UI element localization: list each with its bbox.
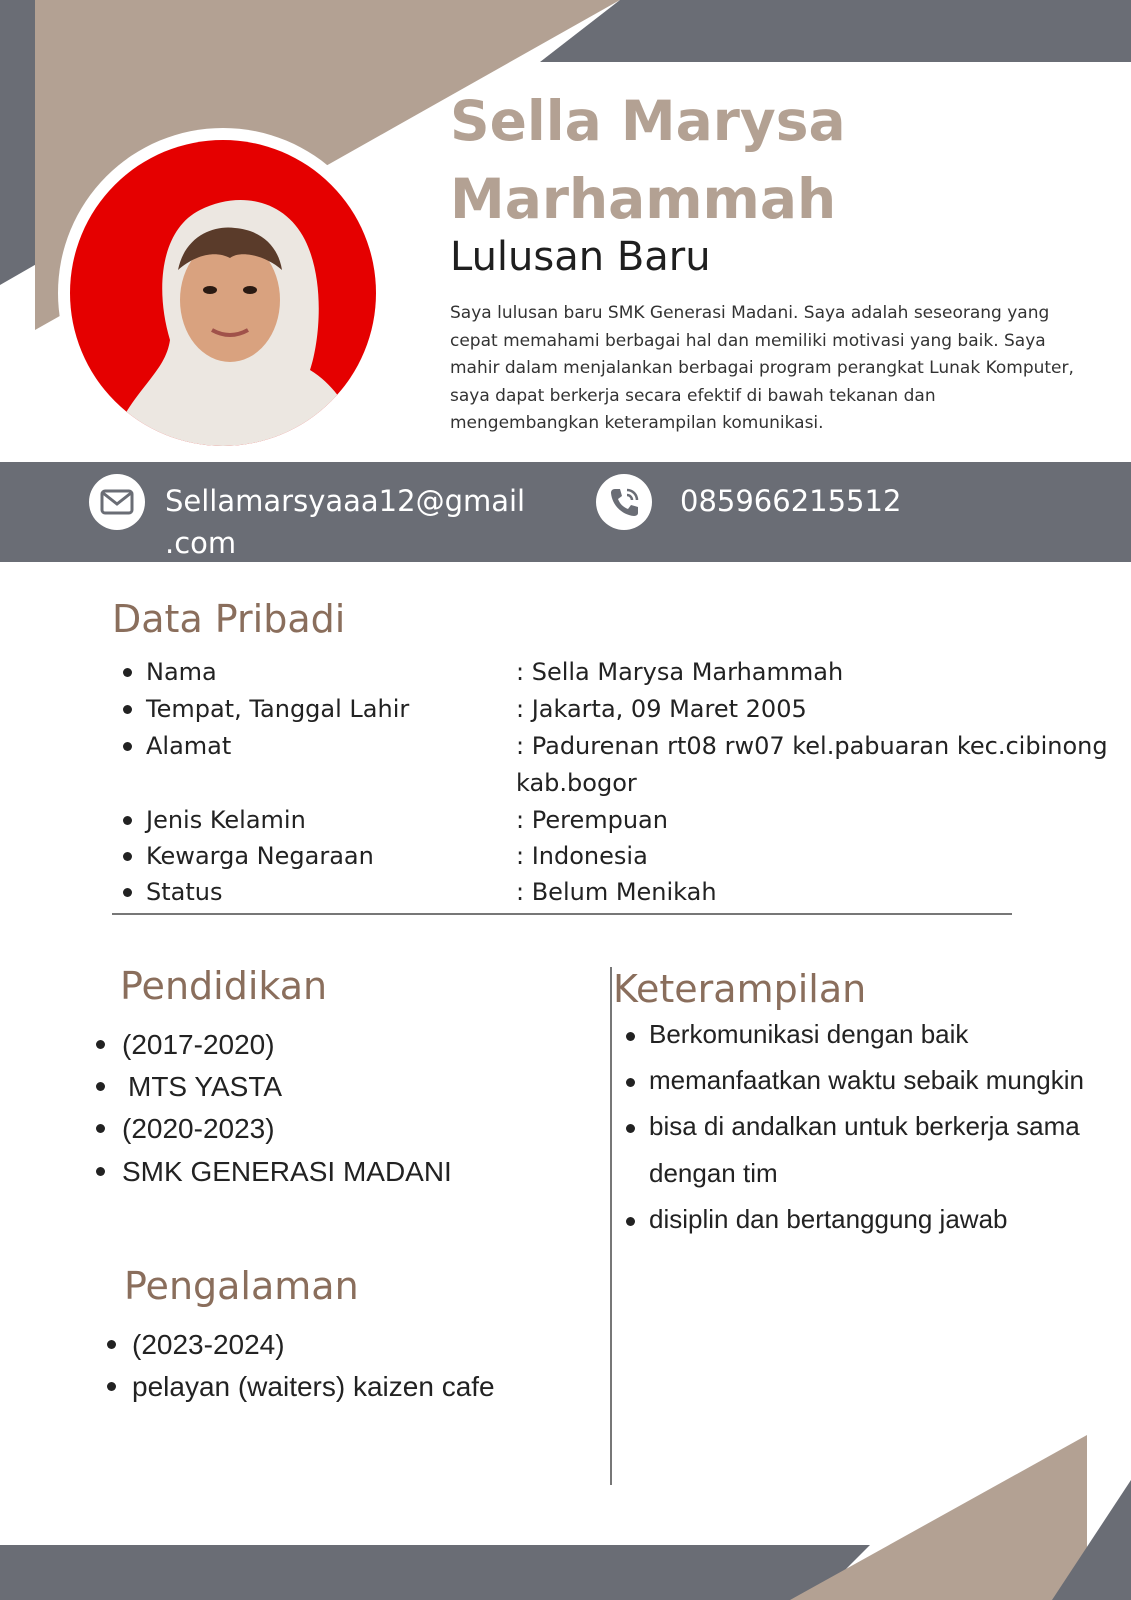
personal-value-address: : Padurenan rt08 rw07 kel.pabuaran kec.cibinong <box>516 732 1108 760</box>
column-divider <box>610 967 612 1485</box>
top-left-slate-block <box>0 0 40 285</box>
skills-heading: Keterampilan <box>613 967 867 1011</box>
job-title: Lulusan Baru <box>450 234 711 280</box>
personal-value-citizenship: : Indonesia <box>516 842 648 870</box>
experience-heading: Pengalaman <box>124 1264 359 1308</box>
personal-value-name: : Sella Marysa Marhammah <box>516 658 844 686</box>
education-heading: Pendidikan <box>120 964 328 1008</box>
phone-number[interactable]: 085966215512 <box>680 484 902 518</box>
name-line-2: Marhammah <box>450 167 837 231</box>
top-right-slate-band <box>540 0 1131 62</box>
education-item: (2017-2020) <box>122 1029 275 1060</box>
bullet <box>626 1217 635 1226</box>
skill-item-cont: dengan tim <box>649 1158 778 1188</box>
bullet <box>123 705 132 714</box>
experience-item: pelayan (waiters) kaizen cafe <box>132 1371 495 1402</box>
personal-label-birth: Tempat, Tanggal Lahir <box>146 695 410 723</box>
personal-label-gender: Jenis Kelamin <box>146 806 306 834</box>
bullet <box>96 1082 105 1091</box>
skill-item: disiplin dan bertanggung jawab <box>649 1204 1008 1234</box>
education-item: (2020-2023) <box>122 1113 275 1144</box>
email-text[interactable] <box>165 480 525 564</box>
personal-value-address-cont: kab.bogor <box>516 769 637 797</box>
personal-label-status: Status <box>146 878 223 906</box>
profile-photo <box>70 140 376 446</box>
bullet <box>96 1124 105 1133</box>
summary-paragraph: Saya lulusan baru SMK Generasi Madani. Saya adalah seseorang yang cepat memahami berbagai hal dan memiliki motivasi yang baik. Saya mahir dalam menjalankan berbagai program perangkat Lunak Komputer, saya dapat berkerja secara efektif di bawah tekanan dan mengembangkan keterampilan komunikasi. <box>450 303 1074 433</box>
phone-icon <box>596 474 652 530</box>
bullet <box>123 668 132 677</box>
personal-value-status: : Belum Menikah <box>516 878 717 906</box>
bullet <box>96 1040 105 1049</box>
bullet <box>123 742 132 751</box>
full-name <box>450 82 846 238</box>
email-line-2: .com <box>165 526 237 560</box>
education-item: SMK GENERASI MADANI <box>122 1156 452 1187</box>
bottom-left-slate-band <box>0 1545 870 1600</box>
personal-label-address: Alamat <box>146 732 232 760</box>
bullet <box>123 816 132 825</box>
personal-value-birth: : Jakarta, 09 Maret 2005 <box>516 695 807 723</box>
personal-label-name: Nama <box>146 658 217 686</box>
skill-item: memanfaatkan waktu sebaik mungkin <box>649 1065 1085 1095</box>
bullet <box>123 888 132 897</box>
bullet <box>107 1340 116 1349</box>
email-line-1: Sellamarsyaaa12@gmail <box>165 484 526 518</box>
bullet <box>96 1167 105 1176</box>
mail-icon <box>89 474 145 530</box>
personal-label-citizenship: Kewarga Negaraan <box>146 842 374 870</box>
personal-data-heading: Data Pribadi <box>112 597 346 641</box>
section-divider <box>112 913 1012 915</box>
name-line-1: Sella Marysa <box>450 89 846 153</box>
skill-item: bisa di andalkan untuk berkerja sama <box>649 1111 1080 1141</box>
bullet <box>626 1124 635 1133</box>
education-item: MTS YASTA <box>128 1071 283 1102</box>
personal-value-gender: : Perempuan <box>516 806 668 834</box>
experience-item: (2023-2024) <box>132 1329 285 1360</box>
bullet <box>107 1382 116 1391</box>
bullet <box>626 1078 635 1087</box>
skill-item: Berkomunikasi dengan baik <box>649 1019 969 1049</box>
bullet <box>123 852 132 861</box>
bullet <box>626 1032 635 1041</box>
